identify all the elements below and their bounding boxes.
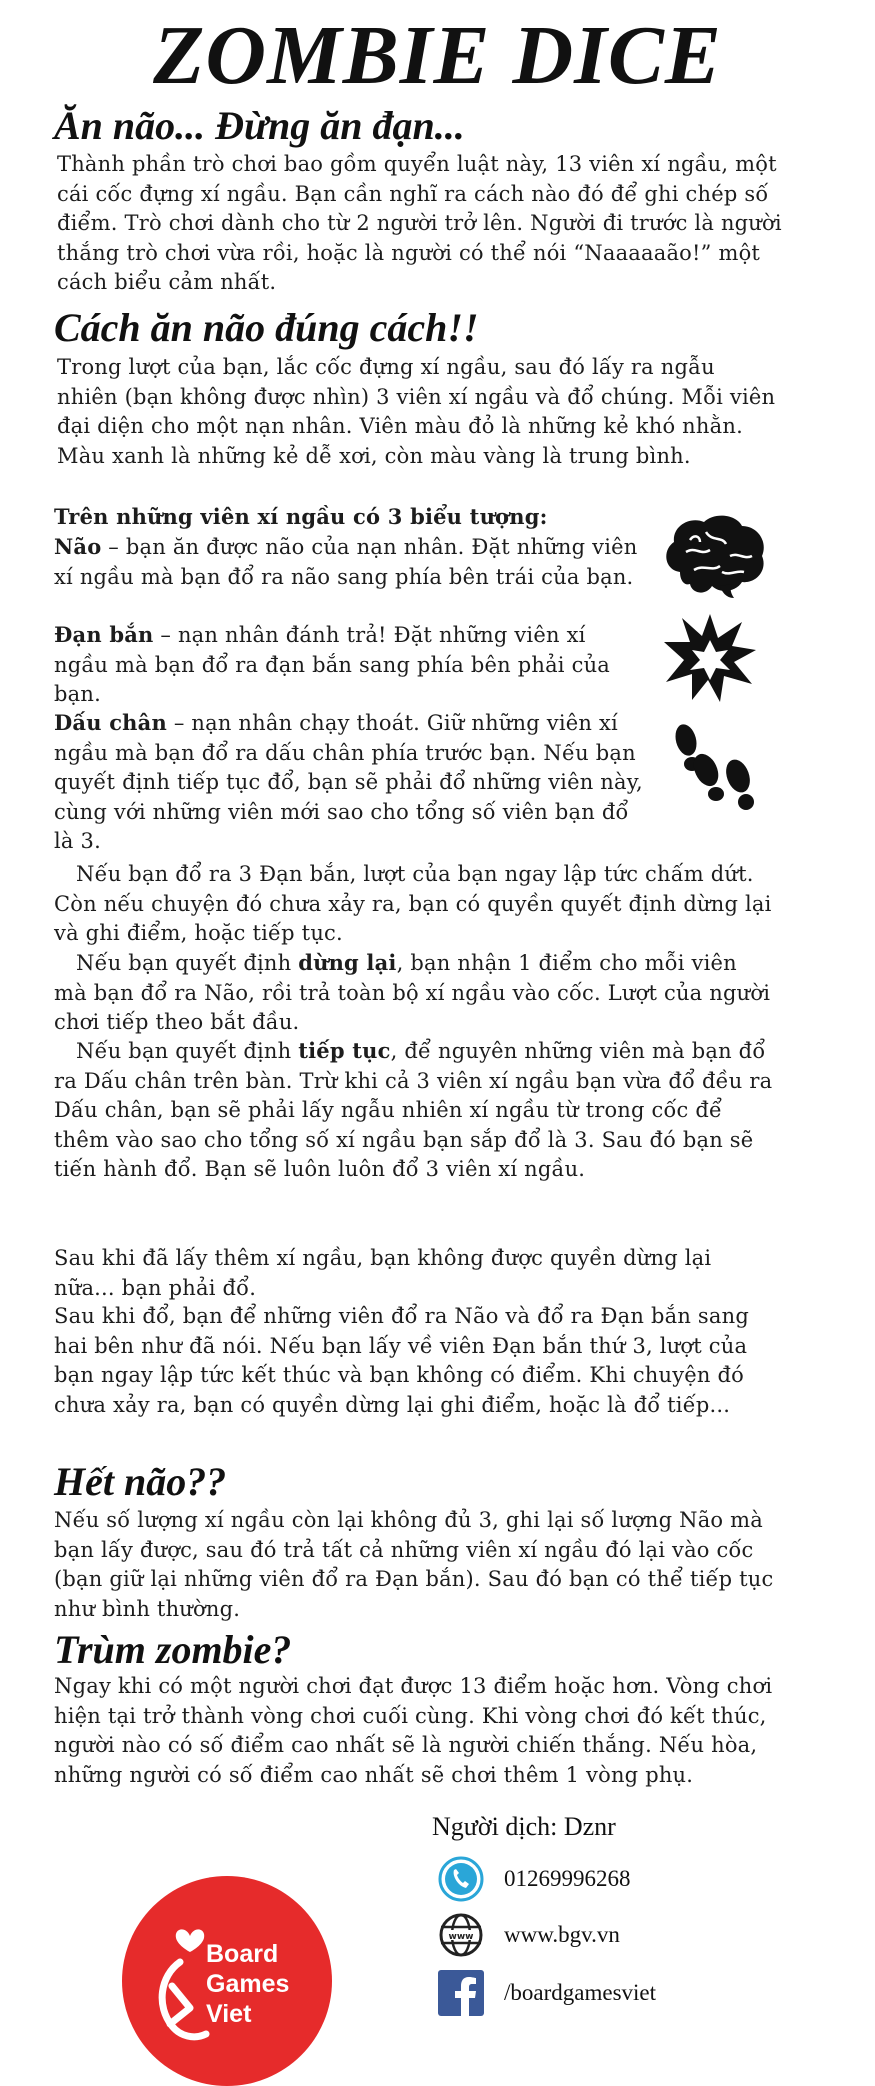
para-three-shots: Nếu bạn đổ ra 3 Đạn bắn, lượt của bạn ngay lập tức chấm dứt. Còn nếu chuyện đó chưa xảy ra, bạn có quyền quyết định dừng lại và ghi điểm, hoặc tiếp tục. <box>54 862 772 945</box>
page-title: ZOMBIE DICE <box>153 9 722 102</box>
logo-text-viet: Viet <box>206 2000 252 2028</box>
svg-text:www: www <box>448 1932 474 1942</box>
feet-text: – nạn nhân chạy thoát. Giữ những viên xí ngầu mà bạn đổ ra dấu chân phía trước bạn. Nếu bạn quyết định tiếp tục đổ, bạn sẽ phải đổ những viên này, cùng với những viên mới sao cho tổng số viên bạn đổ là 3. <box>54 711 643 853</box>
shot-description <box>54 620 644 710</box>
how-text: Trong lượt của bạn, lắc cốc đựng xí ngầu, sau đó lấy ra ngẫu nhiên (bạn không được nhìn) 3 viên xí ngầu và đổ chúng. Mỗi viên đại diện cho một nạn nhân. Viên màu đỏ là những kẻ khó nhằn. Màu xanh là những kẻ dễ xơi, còn màu vàng là trung bình. <box>57 355 776 468</box>
para-after-roll: Sau khi đổ, bạn để những viên đổ ra Não và đổ ra Đạn bắn sang hai bên như đã nói. Nếu bạn lấy về viên Đạn bắn thứ 3, lượt của bạn ngay lập tức kết thúc và bạn không có điểm. Khi chuyện đó chưa xảy ra, bạn có quyền dừng lại ghi điểm, hoặc là đổ tiếp... <box>54 1304 749 1417</box>
symbols-heading <box>54 502 654 533</box>
para-stop-b: dừng lại <box>298 950 397 975</box>
para-continue-a: Nếu bạn quyết định <box>76 1039 299 1063</box>
facebook-icon <box>438 1970 484 2016</box>
para-continue-b: tiếp tục <box>298 1038 391 1063</box>
para-continue <box>54 1036 774 1185</box>
brain-text: – bạn ăn được não của nạn nhân. Đặt những viên xí ngầu mà bạn đổ ra não sang phía bên trái của bạn. <box>54 535 638 589</box>
phone-icon <box>438 1856 484 1902</box>
phone-number[interactable]: 01269996268 <box>504 1866 631 1891</box>
section-heading-how: Cách ăn não đúng cách!! <box>54 305 479 350</box>
para-stop-c: , bạn nhận 1 điểm cho mỗi viên mà bạn đổ ra Não, rồi trả toàn bộ xí ngầu vào cốc. Lượt của người chơi tiếp theo bắt đầu. <box>54 951 771 1034</box>
footprints-icon <box>664 720 764 820</box>
para-stop <box>54 948 774 1038</box>
para-stop-a: Nếu bạn quyết định <box>76 951 299 975</box>
globe-icon <box>438 1912 484 1958</box>
section-heading-out: Hết não?? <box>54 1459 227 1504</box>
section-heading-intro: Ăn não... Đừng ăn đạn... <box>54 103 465 148</box>
shot-term: Đạn bắn <box>54 622 154 647</box>
intro-text: Thành phần trò chơi bao gồm quyển luật này, 13 viên xí ngầu, một cái cốc đựng xí ngầu. Bạn cần nghĩ ra cách nào đó để ghi chép số điểm. Trò chơi dành cho từ 2 người trở lên. Người đi trước là người thắng trò chơi vừa rồi, hoặc là người có thể nói “Naaaaaão!” một cách biểu cảm nhất. <box>57 152 782 294</box>
feet-term: Dấu chân <box>54 710 167 735</box>
section-heading-boss: Trùm zombie? <box>54 1627 292 1672</box>
logo-text-games: Games <box>206 1970 290 1998</box>
para-continue-c: , để nguyên những viên mà bạn đổ ra Dấu chân trên bàn. Trừ khi cả 3 viên xí ngầu bạn vừa đổ đều ra Dấu chân, bạn sẽ phải lấy ngẫu nhiên xí ngầu từ trong cốc để thêm vào sao cho tổng số xí ngầu bạn sắp đổ là 3. Sau đó bạn sẽ tiến hành đổ. Bạn sẽ luôn luôn đổ 3 viên xí ngầu. <box>54 1039 773 1181</box>
boss-text: Ngay khi có một người chơi đạt được 13 điểm hoặc hơn. Vòng chơi hiện tại trở thành vòng chơi cuối cùng. Khi vòng chơi đó kết thúc, người nào có số điểm cao nhất sẽ là người chiến thắng. Nếu hòa, những người có số điểm cao nhất sẽ chơi thêm 1 vòng phụ. <box>54 1674 773 1787</box>
para-must-roll: Sau khi đã lấy thêm xí ngầu, bạn không được quyền dừng lại nữa... bạn phải đổ. <box>54 1246 712 1300</box>
brain-term: Não <box>54 534 102 559</box>
brain-description <box>54 532 644 592</box>
symbols-heading-text: Trên những viên xí ngầu có 3 biểu tượng: <box>54 504 548 529</box>
out-text: Nếu số lượng xí ngầu còn lại không đủ 3, ghi lại số lượng Não mà bạn lấy được, sau đó trả tất cả những viên xí ngầu đó lại vào cốc (bạn giữ lại những viên đổ ra Đạn bắn). Sau đó bạn có thể tiếp tục như bình thường. <box>54 1508 774 1621</box>
logo-text-board: Board <box>206 1940 279 1968</box>
brain-icon <box>660 512 770 600</box>
translator-credit: Người dịch: Dznr <box>432 1812 616 1841</box>
board-games-viet-logo <box>122 1876 332 2086</box>
shot-text: – nạn nhân đánh trả! Đặt những viên xí ngầu mà bạn đổ ra đạn bắn sang phía bên phải của bạn. <box>54 623 611 706</box>
website-link[interactable]: www.bgv.vn <box>504 1922 620 1947</box>
explosion-icon <box>662 612 758 704</box>
facebook-link[interactable]: /boardgamesviet <box>504 1980 657 2005</box>
feet-description <box>54 708 644 857</box>
